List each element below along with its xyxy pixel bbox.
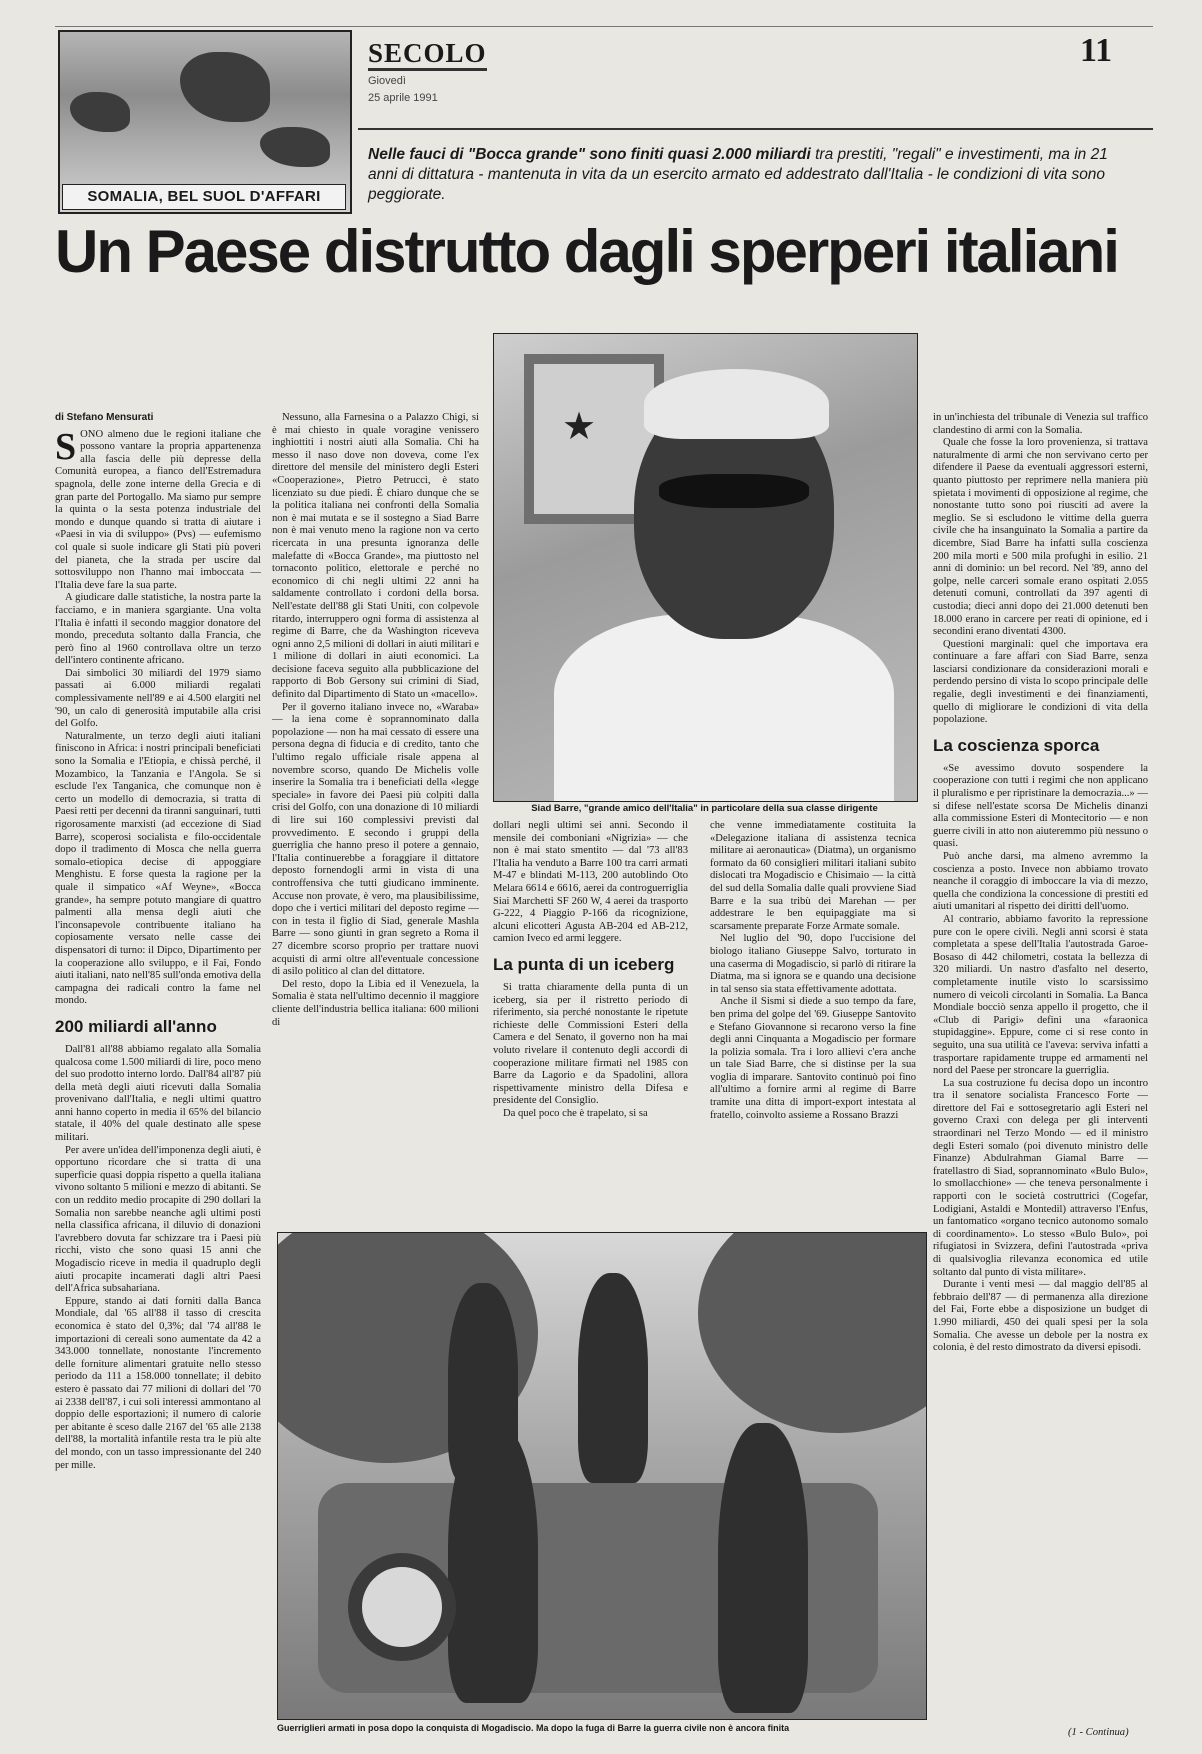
section-caption: SOMALIA, BEL SUOL D'AFFARI	[62, 184, 346, 210]
photo-shape	[698, 1232, 927, 1433]
issue-day: Giovedì	[368, 75, 406, 87]
star-icon: ★	[562, 406, 597, 448]
guerrilla-caption: Guerriglieri armati in posa dopo la conquista di Mogadiscio. Ma dopo la fuga di Barre la guerra civile non è ancora finita	[277, 1723, 790, 1733]
paragraph-text: ONO almeno due le regioni italiane che possono vantare la propria appartenenza alla fascia delle più depresse della Comunità europea, a fianco dell'Estremadura spagnola, delle zone interne della Grecia e di gran parte del Portogallo. Ma siamo pur sempre la quinta o la sesta potenza industriale del mondo e dunque quando si tratta di aiutare i «Paesi in via di sviluppo» (Pvs) — eufemismo col quale si suole indicare gli Stati più poveri del pianeta, che la strada per uscire dal sottosviluppo non l'hanno mai imboccata — l'Italia deve fare la sua parte.	[55, 428, 261, 591]
portrait-caption: Siad Barre, "grande amico dell'Italia" in particolare della sua classe dirigente	[531, 803, 878, 814]
drop-cap: S	[55, 425, 77, 468]
paragraph: Si tratta chiaramente della punta di un iceberg, sia per il ristretto periodo di riferimento, sia perché nonostante le ripetute richieste delle Commissioni Esteri della Camera e del Senato, il governo non ha mai voluto rivelare il contenuto degli accordi di cooperazione militare firmati nel 1985 con Barre da Lagorio e da Spadolini, allora rispettivamente ministro della Difesa e presidente del Consiglio.	[493, 981, 688, 1107]
article-column-2	[272, 412, 479, 1227]
article-column-1	[55, 412, 261, 1722]
photo-shape	[448, 1423, 538, 1703]
paragraph: in un'inchiesta del tribunale di Venezia sul traffico clandestino di armi con la Somalia.	[933, 412, 1148, 436]
paragraph: Per il governo italiano invece no, «Waraba» — la iena come è soprannominato dalla popolazione — non ha mai cessato di essere una persona degna di fiducia e di credito, tanto che l'ultimo regalo ufficiale risale appena al novembre scorso, quando De Michelis volle inserire la Somalia tra i beneficiati della «legge speciale» in favore dei Paesi più colpiti dalla crisi del Golfo, con una donazione di 10 miliardi di lire sui 160 complessivi previsti dal provvedimento. E secondo i gruppi della guerriglia che hanno preso il potere a gennaio, l'Italia continuerebbe a foraggiare il dittatore deposto fornendogli armi in vista di una controffensiva che tutti giudicano imminente. Accuse non provate, è vero, ma plausibilissime, dopo che i vertici militari del deposto regime — con in testa il figlio di Siad, generale Mashla Barre — sono giunti in gran segreto a Roma il 27 dicembre scorso proprio per trattare nuovi acquisti di armi oltre all'eventuale concessione di asilo politico al clan del dittatore.	[272, 701, 479, 978]
paragraph: Questioni marginali: quel che importava era continuare a fare affari con Siad Barre, senza lasciarsi condizionare da considerazioni morali e perdendo persino di vista lo scopo principale delle regalie, degli investimenti e dei finanziamenti, quello di migliorare le condizioni di vita della popolazione.	[933, 638, 1148, 726]
guerrilla-photo	[277, 1232, 927, 1720]
continuation-note: (1 - Continua)	[1068, 1727, 1129, 1738]
paragraph: Quale che fosse la loro provenienza, si trattava naturalmente di armi che non servivano certo per difendere il Paese da eventuali aggressori esterni, quanto piuttosto per reprimere nella maniera più spietata i movimenti di opposizione al regime, che nonostante tutto sono poi riusciti ad avere la meglio. Se si escludono le vittime della guerra civile che ha insanguinato la Somalia a partire da dicembre, Siad Barre ha infatti sulla coscienza 200 mila morti e 500 mila profughi in esilio. 21 anni di dominio: un bel record. Nel '89, anno del golpe, nelle carceri somale erano ospitati 2.055 detenuti comuni, controllati da 397 agenti di custodia; dieci anni dopo dei 21.000 detenuti ben 18.000 erano in carcere per reati di opinione, ed i secondini erano diventati 4300.	[933, 437, 1148, 638]
photo-shape	[578, 1273, 648, 1483]
issue-date: 25 aprile 1991	[368, 92, 438, 104]
portrait-photo	[493, 333, 918, 802]
header-photo	[58, 30, 352, 214]
deck-lead: Nelle fauci di "Bocca grande" sono finiti quasi 2.000 miliardi	[368, 146, 811, 163]
photo-shape	[260, 127, 330, 167]
photo-shape	[644, 369, 829, 439]
photo-shape	[718, 1423, 808, 1713]
masthead	[368, 38, 487, 105]
paragraph: Per avere un'idea dell'imponenza degli aiuti, è opportuno ricordare che si tratta di una superficie quasi doppia rispetto a quella italiana vivono soltanto 5 milioni e mezzo di abitanti. Se con un reddito medio procapite di 290 dollari la Somalia non sarebbe neanche agli ultimi posti nella classifica africana, il diluvio di donazioni l'avrebbero dovuta far schizzare tra i Paesi più ricchi, visto che sono quasi 15 anni che Mogadiscio riceve in media il quadruplo degli aiuti procapite incamerati dagli altri Paesi dell'Africa subsahariana.	[55, 1144, 261, 1295]
paragraph: Durante i venti mesi — dal maggio dell'85 al febbraio dell'87 — di permanenza alla direzione del Fai, Forte ebbe a disposizione un budget di 1.990 miliardi, 450 dei quali spesi per la sola Somalia. Che avesse un debole per la nostra ex colonia, è del resto dimostrato da diversi episodi.	[933, 1279, 1148, 1354]
paragraph: Naturalmente, un terzo degli aiuti italiani finiscono in Africa: i nostri principali beneficiati sono la Somalia e l'Etiopia, e chissà perché, il Mozambico, la Tanzania e l'Angola. Se si esclude l'ex Tanganica, che comunque non è certo un modello di democrazia, si tratta di Paesi retti per decenni da tiranni sanguinari, tutti rigorosamente marxisti (ad eccezione di Siad Barre), scoperosi socialista e filo-occidentale dopo il tradimento di Mosca che nella guerra somalo-etiopica decise di appoggiare Menghistu. E forse questa la ragione per la quale il simpatico «Af Weyne», «Bocca grande», ha sempre potuto mangiare di quattro palmenti alla mensa degli aiuti che l'inconsapevole contribuente italiano ha copiosamente versato nelle casse dei dispensatori di turno: il Dipco, Dipartimento per la cooperazione allo sviluppo, e il Fai, Fondo aiuti italiani, nato nell'85 sull'onda emotiva della campagna dei radicali contro la fame nel mondo.	[55, 730, 261, 1007]
paragraph: che venne immediatamente costituita la «Delegazione italiana di assistenza tecnica militare ai aeronautica» (Diatma), un organismo formato da 60 consiglieri militari italiani subito dislocati tra Mogadiscio e Chisimaio — la città del sud della Somalia dalle quali provviene Siad Barre e la sua tribù dei Marehan — per addestrare le ben equipaggiate ma sì scarsamente preparate Forze Armate somale.	[710, 820, 916, 932]
subheading: La coscienza sporca	[933, 735, 1100, 755]
article-column-5	[933, 412, 1148, 1722]
paragraph: Può anche darsi, ma almeno avremmo la coscienza a posto. Invece non abbiamo trovato neanche il coraggio di imboccare la via di mezzo, quella che condiziona la concessione di prestiti ed aiuti umanitari al rispetto dei diritti dell'uomo.	[933, 851, 1148, 913]
paragraph: Anche il Sismi si diede a suo tempo da fare, ben prima del golpe del '69. Giuseppe Santovito e Stefano Giovannone si recarono verso la fine degli anni Cinquanta a Mogadiscio per formare la polizia somala. Tra i loro allievi c'era anche un tale Siad Barre, che si distinse per la sua voglia di imparare. Santovito continuò poi fino all'ultimo a fornire armi al regime di Barre tramite una ditta di import-export intestata al fratello, coinvolto assieme a Rossano Brazzi	[710, 996, 916, 1121]
header-rule	[358, 128, 1153, 130]
paragraph: Dall'81 all'88 abbiamo regalato alla Somalia qualcosa come 1.500 miliardi di lire, poco meno del suo prodotto interno lordo. Dall'84 all'87 più della metà degli aiuti ricevuti dalla Somalia provenivano dall'Italia, e negli ultimi quattro anni hanno coperto in media il 65% del bilancio statale, il 40% del quale destinato alle spese militari.	[55, 1043, 261, 1144]
paragraph	[55, 425, 261, 593]
deck	[368, 145, 1138, 205]
paragraph: «Se avessimo dovuto sospendere la cooperazione con tutti i regimi che non applicano il pluralismo e per ripristinare la democrazia...» — si difese nell'estate scorsa De Michelis dinanzi alla commissione Esteri di Montecitorio — e non guerre civili in atto non aiuteremmo più nessuno o quasi.	[933, 762, 1148, 850]
paragraph: dollari negli ultimi sei anni. Secondo il mensile dei comboniani «Nigrizia» — che non è mai stato smentito — dal '73 all'83 l'Italia ha venduto a Barre 100 tra carri armati M-47 e blindati M-113, 200 autoblindo Oto Melara 6614 e 6616, aerei da controguerriglia Siai Marchetti SF 260 W, 4 aerei da trasporto G-222, 4 Piaggio P-166 da ricognizione, alcuni elicotteri Agusta AB-204 ed AB-212, camion Iveco ed armi leggere.	[493, 820, 688, 945]
paragraph: Dai simbolici 30 miliardi del 1979 siamo passati ai 6.000 miliardi regalati complessivamente nell'89 e ai 4.500 elargiti nel '90, un calo di generosità imputabile alla crisi del Golfo.	[55, 667, 261, 730]
paragraph: A giudicare dalle statistiche, la nostra parte la facciamo, e in maniera sgargiante. Una volta l'Italia è infatti il secondo maggior donatore del mondo, preceduta soltanto dalla Francia, che però fino al 1960 controllava oltre un terzo dell'intero continente africano.	[55, 592, 261, 667]
article-column-3	[493, 820, 688, 1230]
paragraph: La sua costruzione fu decisa dopo un incontro tra il senatore socialista Francesco Forte — direttore del Fai e sottosegretario agli Esteri nel governo Craxi con delega per gli interventi straordinari nel Terzo Mondo — ed il ministro degli Esteri somalo (poi divenuto ministro delle Finanze) Abdulrahman Giamal Barre — fratellastro di Siad, soprannominato «Bulo Bulo», lo smollacchione» — che teneva personalmente i rapporti con le società costruttrici (Cogefar, Lodigiani, Astaldi e Montedil) attraverso l'Enfus, un fantomatico «organo tecnico autonomo somalo di coordinamento». Lo stesso «Bulo Bulo», poi rifugiatosi in Svizzera, definì l'autostrada «priva di qualsivoglia rilevanza economica ed utile soltanto dal punto di vista militare».	[933, 1077, 1148, 1278]
subheading: La punta di un iceberg	[493, 954, 675, 974]
headline: Un Paese distrutto dagli sperperi italiani	[55, 218, 1118, 285]
deck-text: tra prestiti, "regali" e investimenti, ma in 21 anni di dittatura - mantenuta in vita da un esercito armato ed addestrato dall'Italia - le condizioni di vita sono peggiorate.	[368, 146, 1108, 203]
paragraph: Eppure, stando ai dati forniti dalla Banca Mondiale, dal '65 all'88 il tasso di crescita economica è stato del 0,3%; dal '74 all'88 le importazioni di cereali sono aumentate da 42 a 343.000 tonnellate, nonostante l'incremento delle forniture alimentari gratuite nello stesso periodo da 111 a 158.000 tonnellate; il debito estero è passato dai 77 milioni di dollari del '70 ai 2338 dell'87, i cui soli interessi ammontano al doppio delle esportazioni; il numero di calorie per abitante è sceso dalle 2167 del '65 alle 2138 dell'88, la mortalità infantile resta tra le più alte del mondo, con un tasso impressionante del 240 per mille.	[55, 1295, 261, 1471]
top-rule	[55, 26, 1153, 27]
photo-shape	[70, 92, 130, 132]
article-column-4	[710, 820, 916, 1230]
paragraph: Al contrario, abbiamo favorito la repressione pure con le opere civili. Negli anni scorsi è stata completata a spese dell'Italia l'autostrada Garoe-Bosaso di 442 chilometri, costata la bellezza di 320 miliardi. Un nastro d'asfalto nel deserto, completamente inutile visto lo scarsissimo numero di veicoli circolanti in Somalia. La Banca Mondiale bocciò senza appello il progetto, che il «Club di Parigi» definì una «faraonica stupidaggine». Eppure, come ci si rese conto in seguito, una sua utilità ce l'aveva: serviva infatti a trasportare rapidamente truppe ed armamenti nel nord del Paese per stroncare la guerriglia.	[933, 913, 1148, 1077]
photo-shape	[348, 1553, 456, 1661]
page-number: 11	[1080, 32, 1113, 69]
subheading: 200 miliardi all'anno	[55, 1016, 217, 1036]
paragraph: Nessuno, alla Farnesina o a Palazzo Chigi, si è mai chiesto in quale voragine venissero inghiottiti i nostri aiuti alla Somalia. Chi ha messo il naso dove non doveva, come l'ex direttore del mensile del ministero degli Esteri «Cooperazione», Pietro Petrucci, è stato licenziato su due piedi. È chiaro dunque che se la politica italiana nei confronti della Somalia non è mai mutata e se il sostegno a Siad Barre non è mai venuto meno la ragione non va certo ricercata in una presunta ignoranza delle malefatte di «Bocca Grande», ma piuttosto nel tornaconto politico, elettorale e perché no economico di chi negli ultimi 22 anni ha saldamente controllato i cordoni della borsa. Nell'estate dell'88 gli Stati Uniti, con colpevole ritardo, interruppero ogni forma di assistenza al regime di Barre, che da Washington riceveva ogni anno 2,5 milioni di dollari in aiuti militari e 1 milione di dollari in aiuti economici. La decisione faceva seguito alla pubblicazione del rapporto di Bob Gersony sui crimini di Siad, definito dal Dipartimento di Stato un «macello».	[272, 412, 479, 701]
byline: di Stefano Mensurati	[55, 412, 154, 423]
photo-shape	[554, 614, 894, 802]
paragraph: Nel luglio del '90, dopo l'uccisione del biologo italiano Giuseppe Salvo, torturato in una caserma di Mogadiscio, si parlò di ritirare la Diatma, ma si ignora se e quando una decisione in tal senso sia stata effettivamente adottata.	[710, 933, 916, 995]
paragraph: Del resto, dopo la Libia ed il Venezuela, la Somalia è stata nell'ultimo decennio il maggiore cliente dell'industria bellica italiana: 600 milioni di	[272, 978, 479, 1028]
paragraph: Da quel poco che è trapelato, si sa	[503, 1107, 648, 1119]
photo-shape	[659, 474, 809, 508]
masthead-name: SECOLO	[368, 38, 487, 71]
photo-shape	[180, 52, 270, 122]
